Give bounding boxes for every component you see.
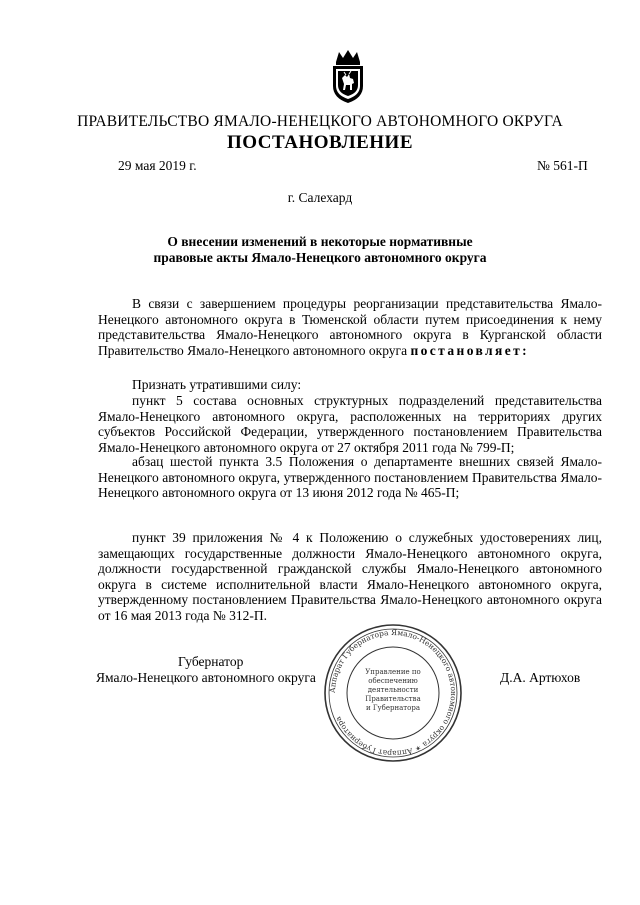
recognize-paragraph: Признать утратившими силу:: [132, 377, 302, 392]
signatory-title: Губернатор: [178, 654, 244, 669]
svg-text:и Губернатора: и Губернатора: [365, 704, 421, 712]
intro-text: В связи с завершением процедуры реорганизации представительства Ямало-Ненецкого автономного округа в Тюменской области путем присоединения к нему представительства Ямало-Ненецкого автономного округа в Курганской области Правительство Ямало-Ненецкого автономного округа: [98, 296, 602, 358]
list-item: пункт 39 приложения № 4 к Положению о служебных удостоверениях лиц, замещающих государственные должности Ямало-Ненецкого автономного округа, должности государственной гражданской службы Ямало-Ненецкого автономного округа в системе исполнительной власти Ямало-Ненецкого автономного округа, утвержденному постановлением Правительства Ямало-Ненецкого автономного округа от 16 мая 2013 года № 312-П.: [98, 530, 602, 623]
list-item: пункт 5 состава основных структурных подразделений представительства Ямало-Ненецкого автономного округа, расположенных на территориях других субъектов Российской Федерации, утвержденного постановлением Правительства Ямало-Ненецкого автономного округа от 27 октября 2011 года № 799-П;: [98, 393, 602, 455]
resolution-verb: постановляет:: [410, 342, 530, 358]
list-item: абзац шестой пункта 3.5 Положения о департаменте внешних связей Ямало-Ненецкого автономного округа, утвержденного постановлением Правительства Ямало-Ненецкого автономного округа от 13 июня 2012 года № 465-П;: [98, 454, 602, 501]
signatory-name: Д.А. Артюхов: [500, 670, 581, 685]
subject-line: О внесении изменений в некоторые нормативные: [167, 234, 473, 249]
document-type: ПОСТАНОВЛЕНИЕ: [226, 132, 414, 153]
svg-text:Управление по: Управление по: [365, 668, 421, 676]
intro-paragraph: [98, 296, 602, 358]
organization-title: ПРАВИТЕЛЬСТВО ЯМАЛО-НЕНЕЦКОГО АВТОНОМНОГО ОКРУГА: [77, 113, 563, 130]
svg-text:Правительства: Правительства: [365, 695, 421, 703]
coat-of-arms-icon: [328, 48, 368, 104]
document-number: № 561-П: [537, 158, 588, 173]
svg-text:деятельности: деятельности: [367, 686, 419, 694]
document-city: г. Салехард: [287, 190, 353, 205]
svg-text:Аппарат Губернатора Ямало-Нене: Аппарат Губернатора Ямало-Ненецкого автономного округа ✶ Аппарат Губернатора: [327, 627, 459, 759]
svg-text:обеспечению: обеспечению: [368, 677, 418, 685]
subject-line: правовые акты Ямало-Ненецкого автономного округа: [153, 250, 487, 265]
official-seal-icon: [322, 622, 464, 764]
signatory-organization: Ямало-Ненецкого автономного округа: [96, 670, 316, 685]
document-subject: [100, 234, 540, 266]
document-date: 29 мая 2019 г.: [118, 158, 197, 173]
